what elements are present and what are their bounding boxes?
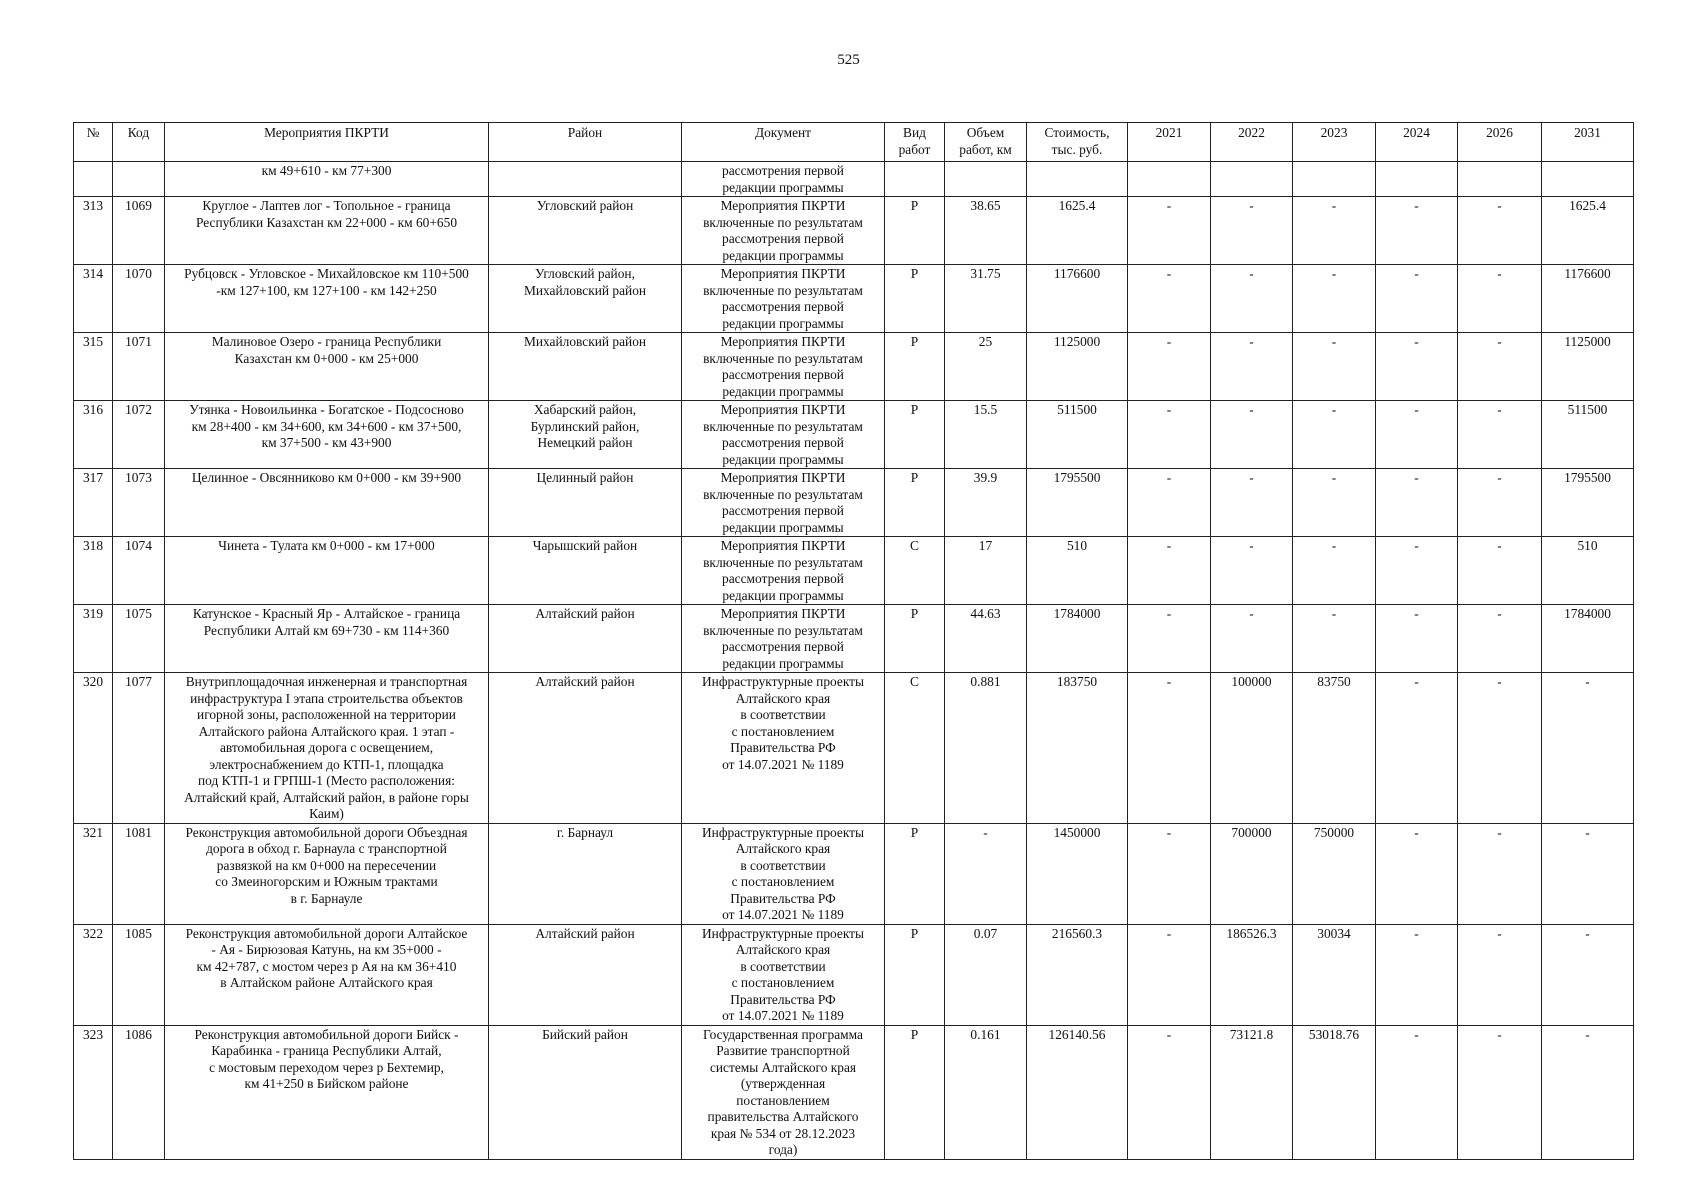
cell-number: 318	[74, 537, 113, 605]
cell-2022: -	[1211, 197, 1293, 265]
cell-cost: 1795500	[1027, 469, 1128, 537]
cell-district: Михайловский район	[489, 333, 682, 401]
cell-2031: 1176600	[1542, 265, 1634, 333]
cell-document: Инфраструктурные проекты Алтайского края в соответствии с постановлением Правительства РФ от 14.07.2021 № 1189	[682, 924, 885, 1025]
cell-volume: -	[945, 823, 1027, 924]
cell-work-type: С	[885, 673, 945, 824]
cell-2021: -	[1128, 823, 1211, 924]
cell-2026: -	[1458, 823, 1542, 924]
cell-2031: -	[1542, 1025, 1634, 1159]
cell-2031: -	[1542, 823, 1634, 924]
table-row	[74, 333, 1634, 401]
cell-2026: -	[1458, 197, 1542, 265]
cell-document: Инфраструктурные проекты Алтайского края в соответствии с постановлением Правительства РФ от 14.07.2021 № 1189	[682, 673, 885, 824]
cell-district: г. Барнаул	[489, 823, 682, 924]
col-header-2026: 2026	[1458, 123, 1542, 162]
col-header-district: Район	[489, 123, 682, 162]
cell-work-type: Р	[885, 333, 945, 401]
cell-2026: -	[1458, 537, 1542, 605]
cell-work-type: Р	[885, 197, 945, 265]
cell-2022: -	[1211, 537, 1293, 605]
cell-2021: -	[1128, 1025, 1211, 1159]
cell-code: 1073	[113, 469, 165, 537]
cell-2022: 100000	[1211, 673, 1293, 824]
cell-2026: -	[1458, 1025, 1542, 1159]
cell-document: Мероприятия ПКРТИ включенные по результатам рассмотрения первой редакции программы	[682, 333, 885, 401]
cell-2021: -	[1128, 605, 1211, 673]
cell-2024: -	[1376, 605, 1458, 673]
cell-work-type: Р	[885, 265, 945, 333]
cell-number: 319	[74, 605, 113, 673]
cell-number: 314	[74, 265, 113, 333]
col-header-2021: 2021	[1128, 123, 1211, 162]
table-row	[74, 469, 1634, 537]
cell-2023: -	[1293, 333, 1376, 401]
cell-2023: -	[1293, 469, 1376, 537]
cell-2021: -	[1128, 401, 1211, 469]
cell-2021: -	[1128, 197, 1211, 265]
cell-work-type: Р	[885, 823, 945, 924]
cell-2021: -	[1128, 924, 1211, 1025]
cell-volume: 39.9	[945, 469, 1027, 537]
cell-district: Угловский район	[489, 197, 682, 265]
cell-2023: -	[1293, 537, 1376, 605]
cell-code: 1072	[113, 401, 165, 469]
cell-2023: -	[1293, 605, 1376, 673]
cell-work-type: Р	[885, 401, 945, 469]
cell-2021: -	[1128, 537, 1211, 605]
cell-volume: 0.161	[945, 1025, 1027, 1159]
table-body	[74, 162, 1634, 1160]
cell-document: Мероприятия ПКРТИ включенные по результатам рассмотрения первой редакции программы	[682, 265, 885, 333]
cell-2023: 83750	[1293, 673, 1376, 824]
cell-volume: 25	[945, 333, 1027, 401]
cell-2026: -	[1458, 469, 1542, 537]
cell-district: Чарышский район	[489, 537, 682, 605]
cell-number: 320	[74, 673, 113, 824]
table-row	[74, 197, 1634, 265]
col-header-cost: Стоимость, тыс. руб.	[1027, 123, 1128, 162]
cell-number	[74, 162, 113, 197]
table-row	[74, 401, 1634, 469]
cell-2031: 511500	[1542, 401, 1634, 469]
cell-code: 1074	[113, 537, 165, 605]
cell-2022: -	[1211, 469, 1293, 537]
cell-cost: 183750	[1027, 673, 1128, 824]
projects-table	[73, 122, 1634, 1160]
cell-work-type: Р	[885, 469, 945, 537]
col-header-volume: Объем работ, км	[945, 123, 1027, 162]
table-row	[74, 823, 1634, 924]
cell-2022: 700000	[1211, 823, 1293, 924]
col-header-2023: 2023	[1293, 123, 1376, 162]
cell-2022: -	[1211, 401, 1293, 469]
cell-2023: -	[1293, 401, 1376, 469]
cell-district: Угловский район, Михайловский район	[489, 265, 682, 333]
cell-2022: -	[1211, 265, 1293, 333]
cell-2031	[1542, 162, 1634, 197]
cell-volume: 17	[945, 537, 1027, 605]
cell-2022: -	[1211, 605, 1293, 673]
cell-number: 321	[74, 823, 113, 924]
col-header-activity: Мероприятия ПКРТИ	[165, 123, 489, 162]
cell-number: 317	[74, 469, 113, 537]
cell-2026	[1458, 162, 1542, 197]
cell-cost: 126140.56	[1027, 1025, 1128, 1159]
cell-activity: Рубцовск - Угловское - Михайловское км 110+500 -км 127+100, км 127+100 - км 142+250	[165, 265, 489, 333]
cell-2031: 1795500	[1542, 469, 1634, 537]
table-row	[74, 265, 1634, 333]
cell-document: Мероприятия ПКРТИ включенные по результатам рассмотрения первой редакции программы	[682, 197, 885, 265]
cell-cost: 511500	[1027, 401, 1128, 469]
cell-code: 1081	[113, 823, 165, 924]
cell-activity: Реконструкция автомобильной дороги Объездная дорога в обход г. Барнаула с транспортной развязкой на км 0+000 на пересечении со Змеиногорским и Южным трактами в г. Барнауле	[165, 823, 489, 924]
col-header-2022: 2022	[1211, 123, 1293, 162]
cell-work-type: Р	[885, 605, 945, 673]
cell-2026: -	[1458, 605, 1542, 673]
cell-2026: -	[1458, 333, 1542, 401]
col-header-2031: 2031	[1542, 123, 1634, 162]
cell-volume: 15.5	[945, 401, 1027, 469]
cell-number: 323	[74, 1025, 113, 1159]
cell-document: Мероприятия ПКРТИ включенные по результатам рассмотрения первой редакции программы	[682, 401, 885, 469]
cell-volume: 31.75	[945, 265, 1027, 333]
cell-2023: 53018.76	[1293, 1025, 1376, 1159]
cell-activity: Чинета - Тулата км 0+000 - км 17+000	[165, 537, 489, 605]
cell-2026: -	[1458, 673, 1542, 824]
cell-2023: -	[1293, 197, 1376, 265]
cell-activity: Круглое - Лаптев лог - Топольное - граница Республики Казахстан км 22+000 - км 60+650	[165, 197, 489, 265]
cell-2026: -	[1458, 401, 1542, 469]
cell-2021: -	[1128, 265, 1211, 333]
cell-district: Алтайский район	[489, 673, 682, 824]
cell-code: 1075	[113, 605, 165, 673]
cell-cost: 510	[1027, 537, 1128, 605]
cell-code: 1071	[113, 333, 165, 401]
cell-district: Бийский район	[489, 1025, 682, 1159]
table-header-row	[74, 123, 1634, 162]
cell-activity: Внутриплощадочная инженерная и транспортная инфраструктура I этапа строительства объектов игорной зоны, расположенной на территории Алтайского района Алтайского края. 1 этап - автомобильная дорога с освещением, электроснабжением до КТП-1, площадка под КТП-1 и ГРПШ-1 (Место расположения: Алтайский край, Алтайский район, в районе горы Каим)	[165, 673, 489, 824]
cell-activity: Целинное - Овсянниково км 0+000 - км 39+900	[165, 469, 489, 537]
cell-document: Мероприятия ПКРТИ включенные по результатам рассмотрения первой редакции программы	[682, 537, 885, 605]
cell-2024	[1376, 162, 1458, 197]
cell-cost	[1027, 162, 1128, 197]
cell-work-type	[885, 162, 945, 197]
cell-2031: -	[1542, 673, 1634, 824]
cell-code: 1085	[113, 924, 165, 1025]
cell-district: Хабарский район, Бурлинский район, Немецкий район	[489, 401, 682, 469]
page-number: 525	[837, 52, 860, 68]
cell-2024: -	[1376, 265, 1458, 333]
cell-2021	[1128, 162, 1211, 197]
cell-volume	[945, 162, 1027, 197]
col-header-code: Код	[113, 123, 165, 162]
cell-activity: Реконструкция автомобильной дороги Бийск - Карабинка - граница Республики Алтай, с мостовым переходом через р Бехтемир, км 41+250 в Бийском районе	[165, 1025, 489, 1159]
cell-activity: Катунское - Красный Яр - Алтайское - граница Республики Алтай км 69+730 - км 114+360	[165, 605, 489, 673]
cell-document: Инфраструктурные проекты Алтайского края в соответствии с постановлением Правительства РФ от 14.07.2021 № 1189	[682, 823, 885, 924]
cell-cost: 1450000	[1027, 823, 1128, 924]
cell-code: 1086	[113, 1025, 165, 1159]
table-row	[74, 673, 1634, 824]
cell-2024: -	[1376, 469, 1458, 537]
cell-document: Мероприятия ПКРТИ включенные по результатам рассмотрения первой редакции программы	[682, 605, 885, 673]
cell-number: 322	[74, 924, 113, 1025]
cell-code: 1070	[113, 265, 165, 333]
cell-activity: Реконструкция автомобильной дороги Алтайское - Ая - Бирюзовая Катунь, на км 35+000 - км 42+787, с мостом через р Ая на км 36+410 в Алтайском районе Алтайского края	[165, 924, 489, 1025]
cell-number: 315	[74, 333, 113, 401]
cell-volume: 0.07	[945, 924, 1027, 1025]
cell-2031: 510	[1542, 537, 1634, 605]
cell-2022: -	[1211, 333, 1293, 401]
cell-2026: -	[1458, 924, 1542, 1025]
cell-code: 1077	[113, 673, 165, 824]
cell-2023: -	[1293, 265, 1376, 333]
cell-code	[113, 162, 165, 197]
cell-district: Целинный район	[489, 469, 682, 537]
cell-activity: км 49+610 - км 77+300	[165, 162, 489, 197]
table-row	[74, 605, 1634, 673]
cell-2022: 73121.8	[1211, 1025, 1293, 1159]
cell-volume: 38.65	[945, 197, 1027, 265]
cell-volume: 0.881	[945, 673, 1027, 824]
cell-work-type: Р	[885, 924, 945, 1025]
cell-2024: -	[1376, 924, 1458, 1025]
table-row	[74, 1025, 1634, 1159]
cell-work-type: Р	[885, 1025, 945, 1159]
table-row	[74, 924, 1634, 1025]
table-row	[74, 162, 1634, 197]
cell-code: 1069	[113, 197, 165, 265]
cell-district	[489, 162, 682, 197]
cell-2026: -	[1458, 265, 1542, 333]
cell-2024: -	[1376, 1025, 1458, 1159]
cell-2021: -	[1128, 673, 1211, 824]
cell-cost: 216560.3	[1027, 924, 1128, 1025]
cell-2023: 750000	[1293, 823, 1376, 924]
cell-2022	[1211, 162, 1293, 197]
cell-cost: 1625.4	[1027, 197, 1128, 265]
col-header-2024: 2024	[1376, 123, 1458, 162]
col-header-work-type: Вид работ	[885, 123, 945, 162]
cell-2022: 186526.3	[1211, 924, 1293, 1025]
cell-number: 316	[74, 401, 113, 469]
cell-2031: 1625.4	[1542, 197, 1634, 265]
cell-cost: 1125000	[1027, 333, 1128, 401]
cell-2031: 1784000	[1542, 605, 1634, 673]
cell-2024: -	[1376, 333, 1458, 401]
cell-district: Алтайский район	[489, 605, 682, 673]
cell-activity: Утянка - Новоильинка - Богатское - Подсосново км 28+400 - км 34+600, км 34+600 - км 37+500, км 37+500 - км 43+900	[165, 401, 489, 469]
cell-cost: 1176600	[1027, 265, 1128, 333]
cell-2024: -	[1376, 401, 1458, 469]
cell-2021: -	[1128, 333, 1211, 401]
cell-document: рассмотрения первой редакции программы	[682, 162, 885, 197]
cell-2021: -	[1128, 469, 1211, 537]
table-row	[74, 537, 1634, 605]
cell-2031: -	[1542, 924, 1634, 1025]
cell-2023	[1293, 162, 1376, 197]
cell-2023: 30034	[1293, 924, 1376, 1025]
cell-cost: 1784000	[1027, 605, 1128, 673]
cell-document: Мероприятия ПКРТИ включенные по результатам рассмотрения первой редакции программы	[682, 469, 885, 537]
cell-2024: -	[1376, 537, 1458, 605]
cell-number: 313	[74, 197, 113, 265]
cell-document: Государственная программа Развитие транспортной системы Алтайского края (утвержденная постановлением правительства Алтайского края № 534 от 28.12.2023 года)	[682, 1025, 885, 1159]
cell-activity: Малиновое Озеро - граница Республики Казахстан км 0+000 - км 25+000	[165, 333, 489, 401]
cell-2024: -	[1376, 823, 1458, 924]
col-header-number: №	[74, 123, 113, 162]
cell-work-type: С	[885, 537, 945, 605]
cell-2031: 1125000	[1542, 333, 1634, 401]
cell-district: Алтайский район	[489, 924, 682, 1025]
cell-2024: -	[1376, 197, 1458, 265]
cell-volume: 44.63	[945, 605, 1027, 673]
col-header-document: Документ	[682, 123, 885, 162]
cell-2024: -	[1376, 673, 1458, 824]
